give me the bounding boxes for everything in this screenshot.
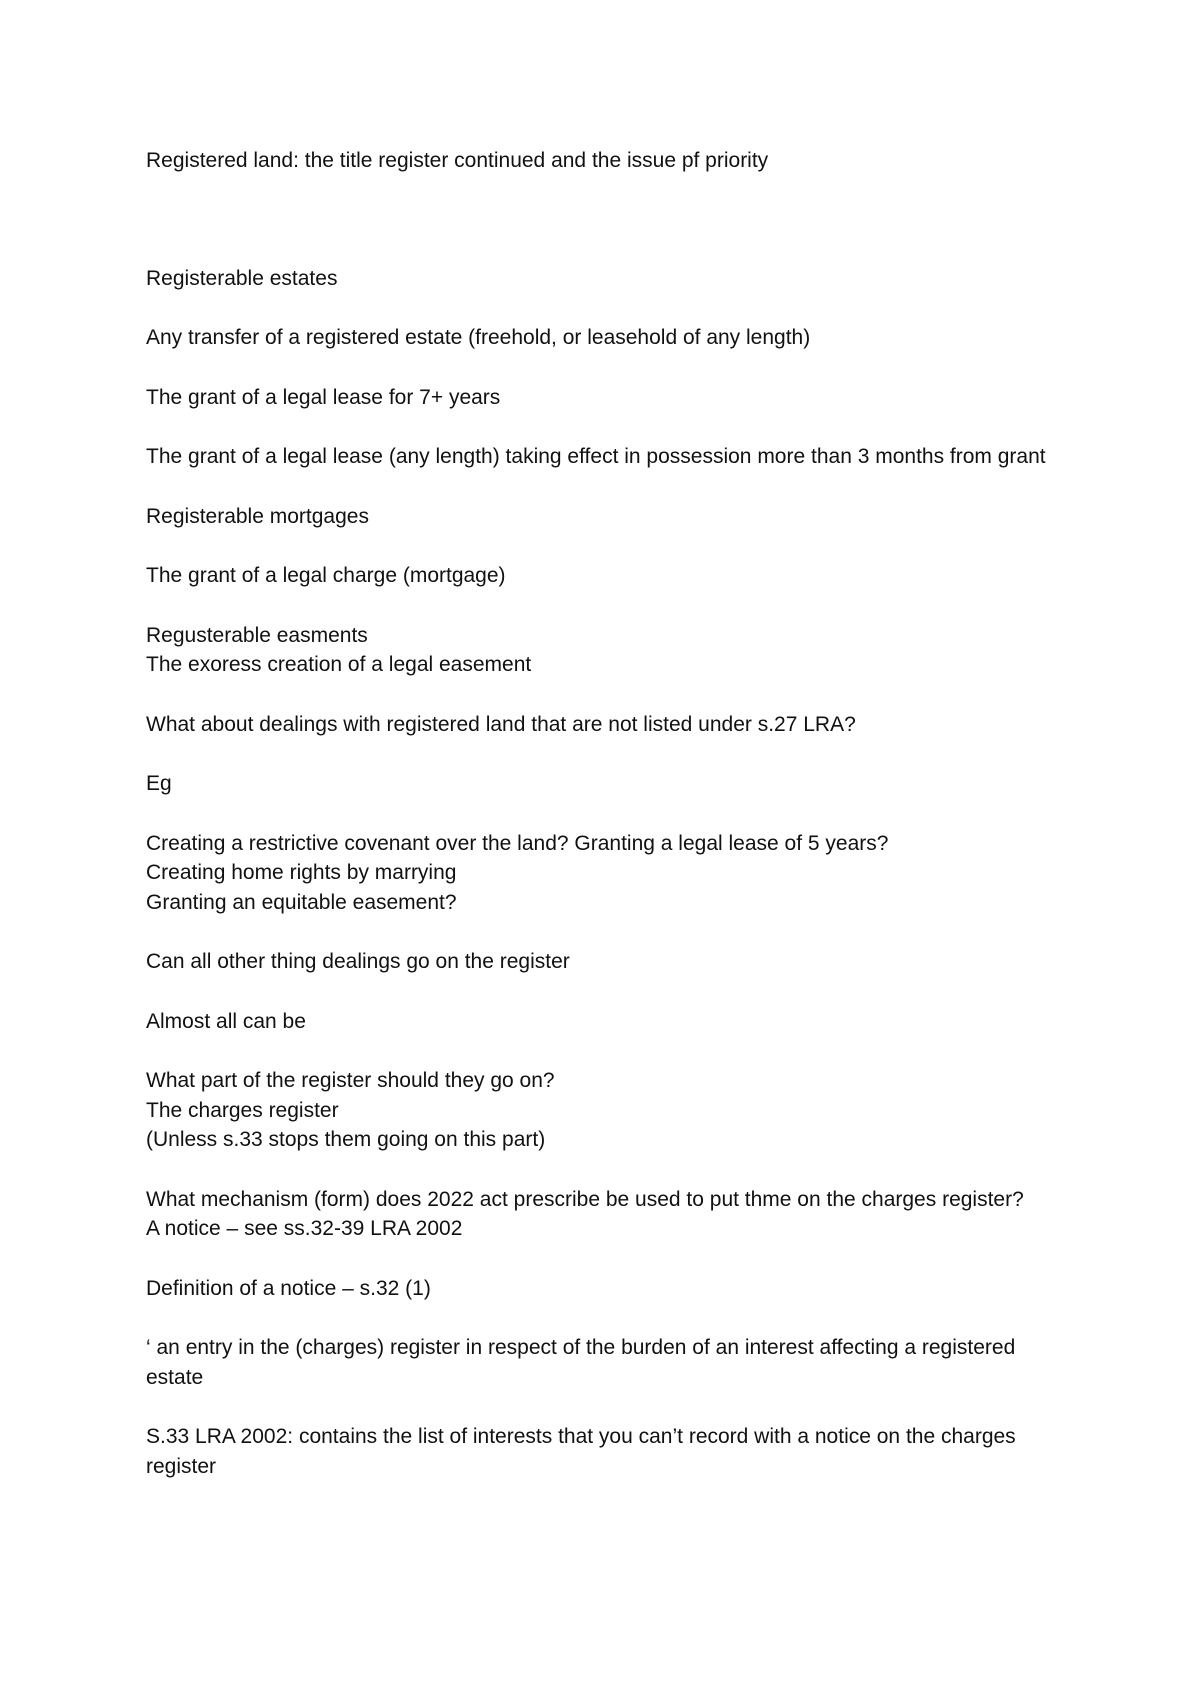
paragraph: [146, 1066, 1056, 1155]
text-line: Creating home rights by marrying: [146, 861, 457, 884]
paragraph: [146, 1422, 1056, 1481]
paragraph: [146, 829, 1056, 918]
document-body: [146, 146, 1056, 1481]
text-line: The grant of a legal charge (mortgage): [146, 564, 506, 587]
document-title: Registered land: the title register continued and the issue pf priority: [146, 149, 769, 172]
text-line: Can all other thing dealings go on the register: [146, 950, 570, 973]
text-line: What part of the register should they go on?: [146, 1069, 555, 1092]
quote-line: ‘ an entry in the (charges) register in respect of the burden of an interest affecting a registered estate: [146, 1336, 1016, 1389]
paragraph: [146, 1333, 1056, 1392]
paragraph: [146, 1185, 1056, 1244]
heading-registerable-easements: Regusterable easments: [146, 623, 368, 647]
heading-registerable-mortgages: Registerable mortgages: [146, 504, 369, 528]
text-line: Definition of a notice – s.32 (1): [146, 1276, 431, 1300]
text-line: A notice – see ss.32-39 LRA 2002: [146, 1217, 463, 1240]
heading-registerable-estates: Registerable estates: [146, 266, 338, 290]
paragraph: [146, 710, 1056, 740]
text-line: The grant of a legal lease (any length) taking effect in possession more than 3 months from grant: [146, 445, 1046, 468]
text-line: S.33 LRA 2002: contains the list of interests that you can’t record with a notice on the charges register: [146, 1425, 1016, 1478]
paragraph: [146, 502, 1056, 532]
paragraph: [146, 947, 1056, 977]
paragraph: [146, 264, 1056, 294]
paragraph: [146, 1007, 1056, 1037]
text-line: Granting an equitable easement?: [146, 890, 457, 914]
text-line: The exoress creation of a legal easement: [146, 653, 532, 676]
paragraph: [146, 561, 1056, 591]
paragraph: [146, 383, 1056, 413]
text-line: What mechanism (form) does 2022 act prescribe be used to put thme on the charges register?: [146, 1187, 1024, 1211]
paragraph: [146, 769, 1056, 799]
text-line: The grant of a legal lease for 7+ years: [146, 385, 501, 409]
text-line: The charges register: [146, 1098, 339, 1122]
text-line: What about dealings with registered land that are not listed under s.27 LRA?: [146, 712, 856, 736]
paragraph: [146, 1274, 1056, 1304]
paragraph: [146, 621, 1056, 680]
text-line: Any transfer of a registered estate (freehold, or leasehold of any length): [146, 326, 811, 349]
text-line: (Unless s.33 stops them going on this part): [146, 1128, 546, 1151]
text-line: Eg: [146, 772, 172, 795]
text-line: Creating a restrictive covenant over the land? Granting a legal lease of 5 years?: [146, 831, 889, 855]
paragraph: [146, 323, 1056, 353]
paragraph: [146, 442, 1056, 472]
text-line: Almost all can be: [146, 1009, 306, 1033]
